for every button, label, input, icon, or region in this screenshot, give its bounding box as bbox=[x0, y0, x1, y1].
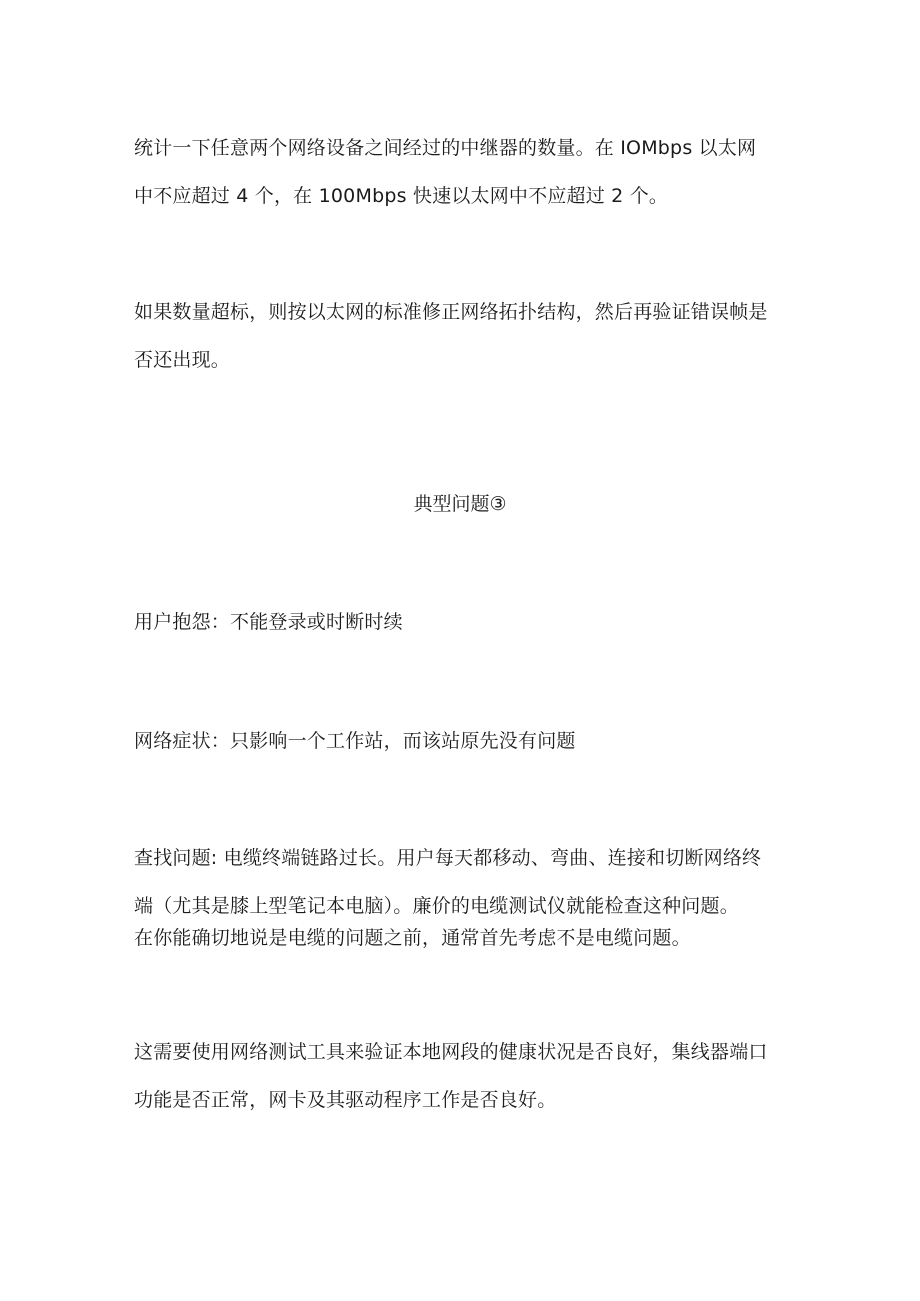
user-complaint: 用户抱怨：不能登录或时断时续 bbox=[134, 611, 403, 633]
paragraph-2-line-2: 否还出现。 bbox=[134, 349, 231, 371]
paragraph-2-line-1: 如果数量超标，则按以太网的标准修正网络拓扑结构，然后再验证错误帧是 bbox=[134, 301, 768, 323]
paragraph-3-line-2: 端（尤其是膝上型笔记本电脑）。廉价的电缆测试仪就能检查这种问题。 bbox=[134, 895, 739, 917]
paragraph-4-line-2: 功能是否正常，网卡及其驱动程序工作是否良好。 bbox=[134, 1089, 557, 1111]
paragraph-3-line-3: 在你能确切地说是电缆的问题之前，通常首先考虑不是电缆问题。 bbox=[134, 927, 691, 949]
paragraph-1-line-2: 中不应超过 4 个，在 100Mbps 快速以太网中不应超过 2 个。 bbox=[134, 185, 669, 207]
section-heading: 典型问题③ bbox=[413, 493, 507, 515]
paragraph-4-line-1: 这需要使用网络测试工具来验证本地网段的健康状况是否良好，集线器端口 bbox=[134, 1041, 768, 1063]
network-symptom: 网络症状：只影响一个工作站，而该站原先没有问题 bbox=[134, 730, 576, 752]
paragraph-3-line-1: 查找问题: 电缆终端链路过长。用户每天都移动、弯曲、连接和切断网络终 bbox=[134, 847, 762, 869]
paragraph-1-line-1: 统计一下任意两个网络设备之间经过的中继器的数量。在 IOMbps 以太网 bbox=[134, 137, 757, 159]
